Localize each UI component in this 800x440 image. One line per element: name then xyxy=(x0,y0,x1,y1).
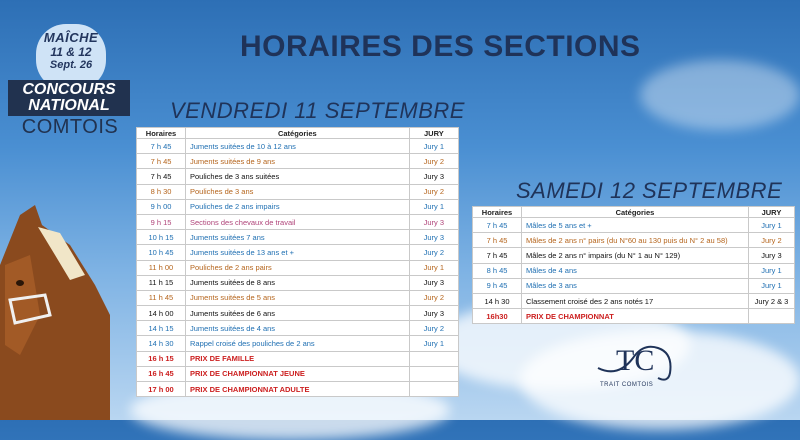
category-cell: PRIX DE FAMILLE xyxy=(186,351,410,366)
table-row xyxy=(137,139,459,154)
table-row xyxy=(137,351,459,366)
horse-image xyxy=(0,205,110,420)
table-row xyxy=(473,309,795,324)
table-row xyxy=(137,306,459,321)
category-cell: Mâles de 5 ans et + xyxy=(522,218,749,233)
header-horaires: Horaires xyxy=(137,128,186,139)
time-cell: 7 h 45 xyxy=(137,169,186,184)
time-cell: 10 h 45 xyxy=(137,245,186,260)
category-cell: Pouliches de 2 ans pairs xyxy=(186,260,410,275)
category-cell: Pouliches de 2 ans impairs xyxy=(186,199,410,214)
table-row xyxy=(473,248,795,263)
category-cell: Juments suitées de 6 ans xyxy=(186,306,410,321)
saturday-table xyxy=(472,206,795,324)
category-cell: Juments suitées de 5 ans xyxy=(186,290,410,305)
time-cell: 9 h 15 xyxy=(137,214,186,229)
jury-cell: Jury 1 xyxy=(409,199,458,214)
logo-concours: CONCOURS xyxy=(22,81,116,98)
jury-cell: Jury 1 xyxy=(748,263,794,278)
table-row xyxy=(137,275,459,290)
jury-cell: Jury 2 xyxy=(748,233,794,248)
table-row xyxy=(137,260,459,275)
jury-cell: Jury 2 xyxy=(409,154,458,169)
header-categories: Catégories xyxy=(186,128,410,139)
jury-cell: Jury 3 xyxy=(409,169,458,184)
table-row xyxy=(473,293,795,308)
time-cell: 7 h 45 xyxy=(473,248,522,263)
table-row xyxy=(137,199,459,214)
table-row xyxy=(137,321,459,336)
category-cell: Juments suitées 7 ans xyxy=(186,230,410,245)
logo-national: NATIONAL xyxy=(28,97,110,114)
saturday-title: SAMEDI 12 SEPTEMBRE xyxy=(516,178,783,203)
jury-cell xyxy=(409,351,458,366)
table-row xyxy=(473,278,795,293)
time-cell: 9 h 45 xyxy=(473,278,522,293)
time-cell: 16h30 xyxy=(473,309,522,324)
time-cell: 11 h 15 xyxy=(137,275,186,290)
table-row xyxy=(137,154,459,169)
jury-cell: Jury 1 xyxy=(409,139,458,154)
table-row xyxy=(137,230,459,245)
time-cell: 14 h 00 xyxy=(137,306,186,321)
table-row xyxy=(137,214,459,229)
table-row xyxy=(473,263,795,278)
time-cell: 16 h 45 xyxy=(137,366,186,381)
table-row xyxy=(473,233,795,248)
jury-cell: Jury 2 xyxy=(409,184,458,199)
category-cell: Mâles de 2 ans n° pairs (du N°60 au 130 puis du N° 2 au 58) xyxy=(522,233,749,248)
category-cell: Pouliches de 3 ans xyxy=(186,184,410,199)
header-jury: JURY xyxy=(748,207,794,218)
time-cell: 7 h 45 xyxy=(137,154,186,169)
jury-cell: Jury 3 xyxy=(409,306,458,321)
category-cell: PRIX DE CHAMPIONNAT JEUNE xyxy=(186,366,410,381)
trait-comtois-label: TRAIT COMTOIS xyxy=(600,382,654,388)
category-cell: Pouliches de 3 ans suitées xyxy=(186,169,410,184)
category-cell: Classement croisé des 2 ans notés 17 xyxy=(522,293,749,308)
logo-days: 11 & 12 xyxy=(50,45,92,59)
time-cell: 7 h 45 xyxy=(473,233,522,248)
logo-band xyxy=(8,80,130,116)
logo-month: Sept. 26 xyxy=(49,59,93,71)
category-cell: Mâles de 4 ans xyxy=(522,263,749,278)
header-categories: Catégories xyxy=(522,207,749,218)
jury-cell: Jury 3 xyxy=(748,248,794,263)
jury-cell: Jury 3 xyxy=(409,275,458,290)
jury-cell: Jury 2 & 3 xyxy=(748,293,794,308)
jury-cell: Jury 2 xyxy=(409,321,458,336)
logo-comtois: COMTOIS xyxy=(21,116,119,138)
time-cell: 17 h 00 xyxy=(137,382,186,397)
page-title: HORAIRES DES SECTIONS xyxy=(240,30,641,63)
jury-cell: Jury 2 xyxy=(409,290,458,305)
category-cell: Juments suitées de 4 ans xyxy=(186,321,410,336)
time-cell: 7 h 45 xyxy=(473,218,522,233)
friday-title: VENDREDI 11 SEPTEMBRE xyxy=(170,98,465,123)
time-cell: 11 h 00 xyxy=(137,260,186,275)
table-row xyxy=(137,245,459,260)
concours-logo xyxy=(8,18,128,148)
category-cell: PRIX DE CHAMPIONNAT xyxy=(522,309,749,324)
jury-cell: Jury 3 xyxy=(409,230,458,245)
category-cell: Mâles de 2 ans n° impairs (du N° 1 au N° 129) xyxy=(522,248,749,263)
header-horaires: Horaires xyxy=(473,207,522,218)
cloud xyxy=(640,60,800,130)
time-cell: 14 h 30 xyxy=(137,336,186,351)
jury-cell: Jury 1 xyxy=(748,218,794,233)
header-jury: JURY xyxy=(409,128,458,139)
table-header-row xyxy=(473,207,795,218)
table-header-row xyxy=(137,128,459,139)
friday-table xyxy=(136,127,459,397)
jury-cell: Jury 1 xyxy=(409,260,458,275)
table-row xyxy=(137,290,459,305)
category-cell: Rappel croisé des pouliches de 2 ans xyxy=(186,336,410,351)
time-cell: 11 h 45 xyxy=(137,290,186,305)
category-cell: Juments suitées de 8 ans xyxy=(186,275,410,290)
jury-cell: Jury 3 xyxy=(409,214,458,229)
time-cell: 8 h 30 xyxy=(137,184,186,199)
category-cell: Mâles de 3 ans xyxy=(522,278,749,293)
jury-cell xyxy=(409,366,458,381)
jury-cell xyxy=(409,382,458,397)
table-row xyxy=(137,336,459,351)
time-cell: 8 h 45 xyxy=(473,263,522,278)
category-cell: PRIX DE CHAMPIONNAT ADULTE xyxy=(186,382,410,397)
time-cell: 9 h 00 xyxy=(137,199,186,214)
table-row xyxy=(137,169,459,184)
table-row xyxy=(473,218,795,233)
jury-cell xyxy=(748,309,794,324)
category-cell: Juments suitées de 10 à 12 ans xyxy=(186,139,410,154)
time-cell: 7 h 45 xyxy=(137,139,186,154)
table-row xyxy=(137,366,459,381)
time-cell: 14 h 15 xyxy=(137,321,186,336)
logo-city: MAÎCHE xyxy=(43,30,99,45)
jury-cell: Jury 1 xyxy=(748,278,794,293)
category-cell: Sections des chevaux de travail xyxy=(186,214,410,229)
jury-cell: Jury 2 xyxy=(409,245,458,260)
time-cell: 10 h 15 xyxy=(137,230,186,245)
category-cell: Juments suitées de 13 ans et + xyxy=(186,245,410,260)
table-row xyxy=(137,382,459,397)
time-cell: 14 h 30 xyxy=(473,293,522,308)
category-cell: Juments suitées de 9 ans xyxy=(186,154,410,169)
table-row xyxy=(137,184,459,199)
time-cell: 16 h 15 xyxy=(137,351,186,366)
svg-text:TC: TC xyxy=(616,344,655,377)
jury-cell: Jury 1 xyxy=(409,336,458,351)
